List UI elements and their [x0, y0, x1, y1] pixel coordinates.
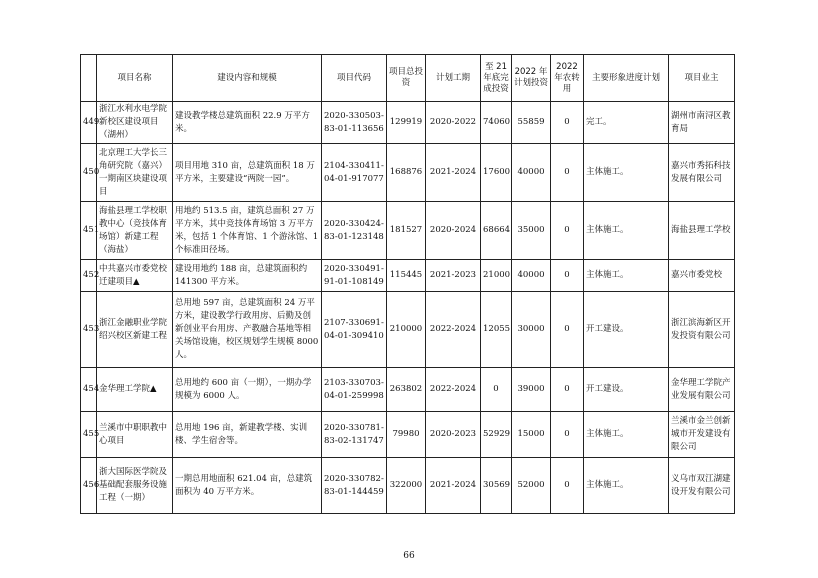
- cell-total: 263802: [387, 368, 426, 412]
- table-row: [81, 102, 735, 144]
- cell-total: 210000: [387, 292, 426, 368]
- header-index: [81, 55, 97, 102]
- cell-owner: 湖州市南浔区教育局: [669, 102, 735, 144]
- cell-land2022: 0: [551, 260, 584, 292]
- header-period: 计划工期: [426, 55, 481, 102]
- cell-content: 总用地 196 亩，新建教学楼、实训楼、学生宿舍等。: [173, 412, 322, 458]
- cell-land2022: 0: [551, 368, 584, 412]
- cell-index: 452: [81, 260, 97, 292]
- cell-period: 2022-2024: [426, 368, 481, 412]
- cell-code: 2104-330411-04-01-917077: [322, 144, 387, 202]
- cell-cumulative: 17600: [481, 144, 512, 202]
- cell-progress: 开工建设。: [584, 368, 669, 412]
- cell-owner: 金华理工学院产业发展有限公司: [669, 368, 735, 412]
- cell-cumulative: 12055: [481, 292, 512, 368]
- cell-period: 2021-2024: [426, 458, 481, 514]
- cell-plan2022: 35000: [512, 202, 551, 260]
- header-cumulative: 至 21年底完成投资: [481, 55, 512, 102]
- cell-plan2022: 40000: [512, 260, 551, 292]
- table-row: [81, 412, 735, 458]
- cell-cumulative: 0: [481, 368, 512, 412]
- cell-period: 2020-2022: [426, 102, 481, 144]
- cell-code: 2103-330703-04-01-259998: [322, 368, 387, 412]
- cell-name: 中共嘉兴市委党校迁建项目▲: [97, 260, 173, 292]
- header-row: [81, 55, 735, 102]
- page-number: 66: [403, 551, 415, 561]
- cell-index: 453: [81, 292, 97, 368]
- cell-code: 2020-330782-83-01-144459: [322, 458, 387, 514]
- cell-content: 总用地 597 亩，总建筑面积 24 万平方米，建设教学行政用房、后勤及创新创业平台用房、产教融合基地等相关场馆设施，校区规划学生规模 8000 人。: [173, 292, 322, 368]
- cell-index: 455: [81, 412, 97, 458]
- cell-content: 用地约 513.5 亩，建筑总面积 27 万平方米，其中竞技体育场馆 3 万平方米，包括 1 个体育馆、1 个游泳馆、1 个标准田径场。: [173, 202, 322, 260]
- cell-total: 79980: [387, 412, 426, 458]
- cell-progress: 主体施工。: [584, 458, 669, 514]
- cell-plan2022: 40000: [512, 144, 551, 202]
- cell-content: 总用地约 600 亩（一期），一期办学规模为 6000 人。: [173, 368, 322, 412]
- cell-cumulative: 21000: [481, 260, 512, 292]
- cell-progress: 开工建设。: [584, 292, 669, 368]
- cell-owner: 嘉兴市委党校: [669, 260, 735, 292]
- cell-period: 2021-2024: [426, 144, 481, 202]
- table-row: [81, 202, 735, 260]
- cell-period: 2020-2024: [426, 202, 481, 260]
- cell-total: 129919: [387, 102, 426, 144]
- table-row: [81, 260, 735, 292]
- cell-period: 2022-2024: [426, 292, 481, 368]
- cell-cumulative: 74060: [481, 102, 512, 144]
- cell-content: 建设用地约 188 亩，总建筑面积约 141300 平方米。: [173, 260, 322, 292]
- cell-content: 一期总用地面积 621.04 亩，总建筑面积为 40 万平方米。: [173, 458, 322, 514]
- cell-name: 浙江金融职业学院绍兴校区新建工程: [97, 292, 173, 368]
- header-owner: 项目业主: [669, 55, 735, 102]
- cell-owner: 海盐县理工学校: [669, 202, 735, 260]
- project-table: [80, 54, 735, 514]
- cell-index: 456: [81, 458, 97, 514]
- cell-index: 451: [81, 202, 97, 260]
- cell-code: 2020-330424-83-01-123148: [322, 202, 387, 260]
- cell-name: 海盐县理工学校职教中心（竞技体育场馆）新建工程（海盐）: [97, 202, 173, 260]
- cell-content: 建设教学楼总建筑面积 22.9 万平方米。: [173, 102, 322, 144]
- cell-owner: 兰溪市金兰创新城市开发建设有限公司: [669, 412, 735, 458]
- cell-owner: 嘉兴市秀拓科技发展有限公司: [669, 144, 735, 202]
- table-row: [81, 368, 735, 412]
- header-land2022: 2022 年农转用: [551, 55, 584, 102]
- cell-cumulative: 30569: [481, 458, 512, 514]
- cell-name: 浙大国际医学院及基础配套服务设施工程（一期）: [97, 458, 173, 514]
- cell-land2022: 0: [551, 292, 584, 368]
- cell-plan2022: 39000: [512, 368, 551, 412]
- cell-cumulative: 52929: [481, 412, 512, 458]
- cell-code: 2107-330691-04-01-309410: [322, 292, 387, 368]
- cell-total: 322000: [387, 458, 426, 514]
- cell-content: 项目用地 310 亩，总建筑面积 18 万平方米，主要建设“两院一园”。: [173, 144, 322, 202]
- cell-progress: 主体施工。: [584, 144, 669, 202]
- cell-plan2022: 15000: [512, 412, 551, 458]
- table-row: [81, 292, 735, 368]
- table-row: [81, 144, 735, 202]
- header-total: 项目总投资: [387, 55, 426, 102]
- cell-code: 2020-330491-91-01-108149: [322, 260, 387, 292]
- cell-land2022: 0: [551, 458, 584, 514]
- cell-period: 2020-2023: [426, 412, 481, 458]
- cell-land2022: 0: [551, 412, 584, 458]
- cell-name: 北京理工大学长三角研究院（嘉兴）一期南区块建设项目: [97, 144, 173, 202]
- header-code: 项目代码: [322, 55, 387, 102]
- cell-index: 450: [81, 144, 97, 202]
- cell-cumulative: 68664: [481, 202, 512, 260]
- cell-name: 浙江水利水电学院新校区建设项目（湖州）: [97, 102, 173, 144]
- cell-code: 2020-330503-83-01-113656: [322, 102, 387, 144]
- cell-index: 449: [81, 102, 97, 144]
- cell-progress: 主体施工。: [584, 260, 669, 292]
- cell-name: 兰溪市中职职教中心项目: [97, 412, 173, 458]
- cell-land2022: 0: [551, 102, 584, 144]
- cell-name: 金华理工学院▲: [97, 368, 173, 412]
- cell-plan2022: 55859: [512, 102, 551, 144]
- cell-code: 2020-330781-83-02-131747: [322, 412, 387, 458]
- cell-period: 2021-2023: [426, 260, 481, 292]
- cell-plan2022: 52000: [512, 458, 551, 514]
- header-progress: 主要形象进度计划: [584, 55, 669, 102]
- cell-total: 115445: [387, 260, 426, 292]
- cell-owner: 浙江滨海新区开发投资有限公司: [669, 292, 735, 368]
- cell-total: 181527: [387, 202, 426, 260]
- cell-progress: 主体施工。: [584, 202, 669, 260]
- cell-progress: 完工。: [584, 102, 669, 144]
- cell-land2022: 0: [551, 144, 584, 202]
- table-row: [81, 458, 735, 514]
- cell-index: 454: [81, 368, 97, 412]
- cell-total: 168876: [387, 144, 426, 202]
- cell-land2022: 0: [551, 202, 584, 260]
- cell-owner: 义乌市双江湖建设开发有限公司: [669, 458, 735, 514]
- header-plan2022: 2022 年计划投资: [512, 55, 551, 102]
- header-name: 项目名称: [97, 55, 173, 102]
- cell-progress: 主体施工。: [584, 412, 669, 458]
- cell-plan2022: 30000: [512, 292, 551, 368]
- header-content: 建设内容和规模: [173, 55, 322, 102]
